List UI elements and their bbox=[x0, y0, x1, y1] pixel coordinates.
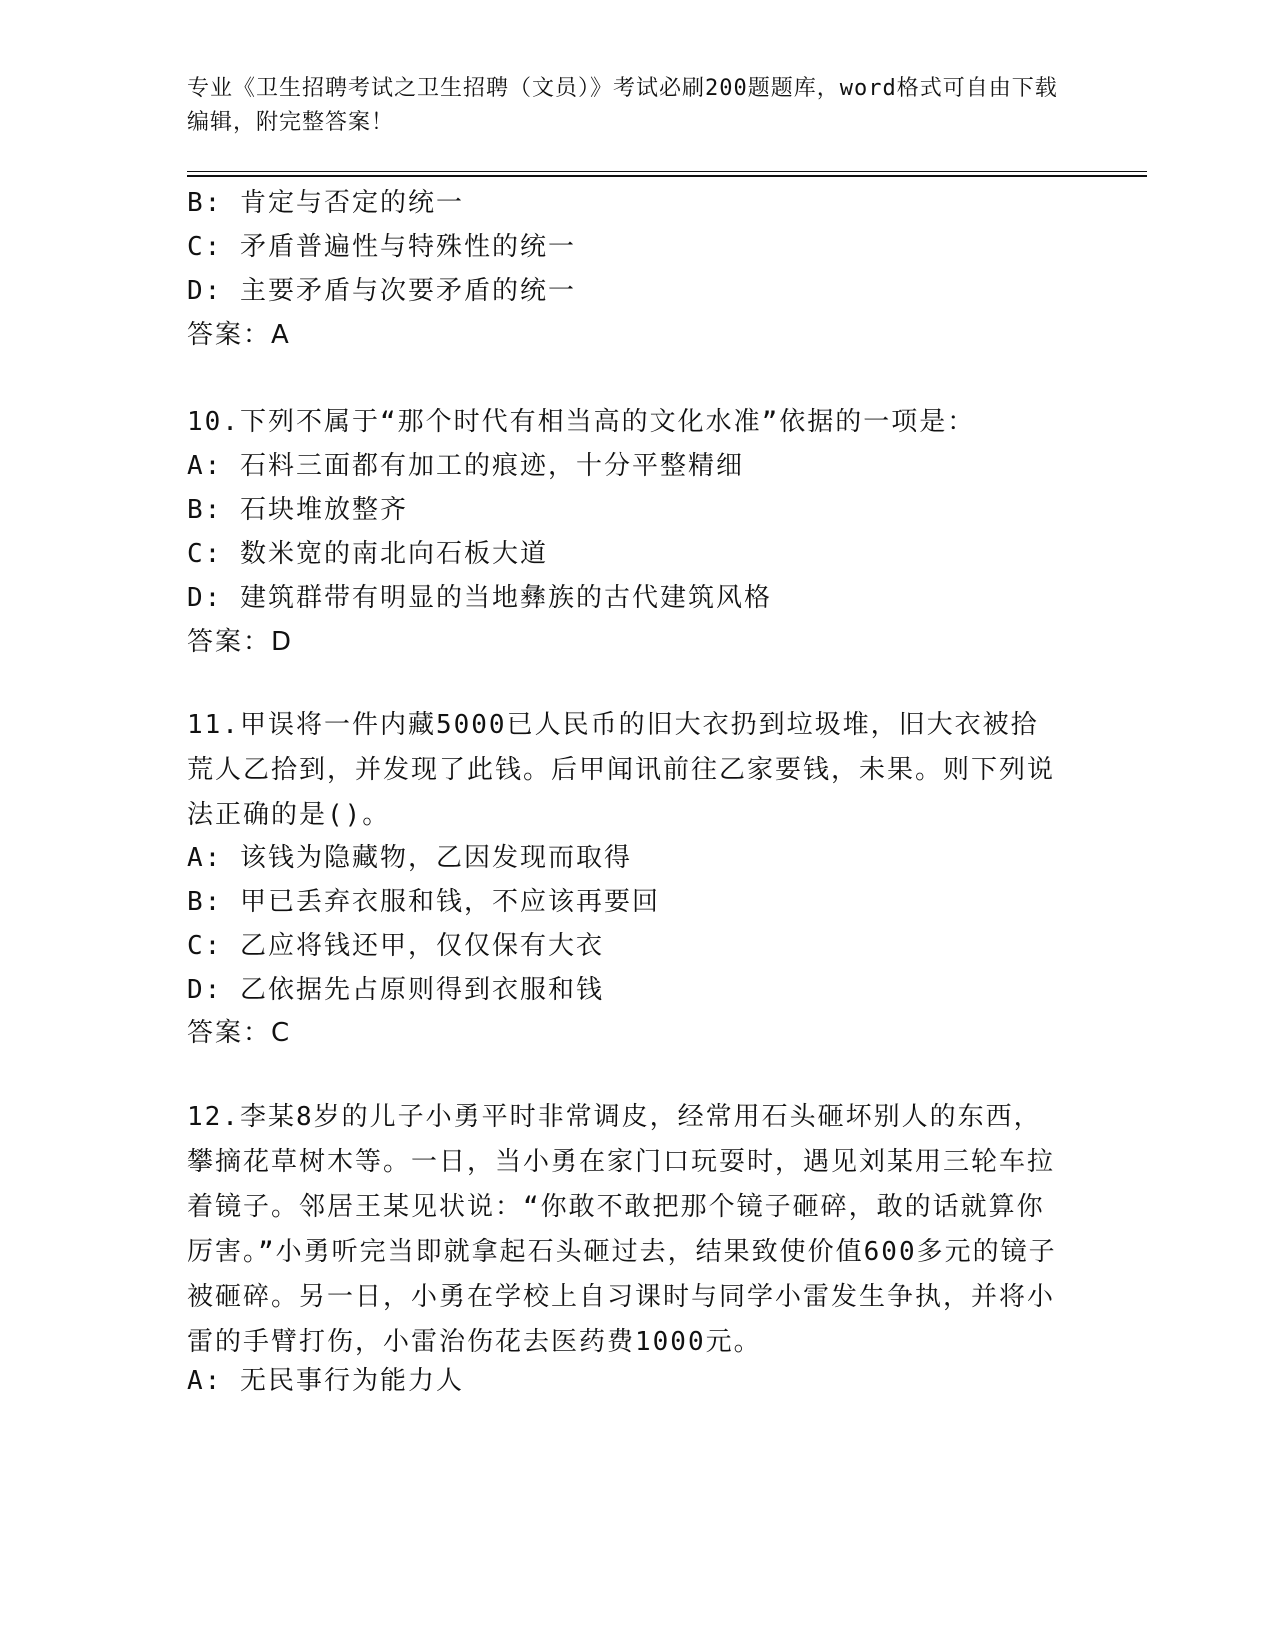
option-a: A: 该钱为隐藏物，乙因发现而取得 bbox=[187, 843, 632, 873]
question-10-stem: 10.下列不属于“那个时代有相当高的文化水准”依据的一项是： bbox=[187, 407, 976, 437]
option-d: D: 建筑群带有明显的当地彝族的古代建筑风格 bbox=[187, 583, 772, 613]
answer-line: 答案：D bbox=[187, 627, 294, 657]
option-b: B: 石块堆放整齐 bbox=[187, 495, 408, 525]
option-a: A: 石料三面都有加工的痕迹，十分平整精细 bbox=[187, 451, 744, 481]
option-c: C: 矛盾普遍性与特殊性的统一 bbox=[187, 232, 576, 262]
document-header: 专业《卫生招聘考试之卫生招聘（文员）》考试必刷200题题库，word格式可自由下载编辑，附完整答案！ bbox=[187, 76, 1058, 135]
question-11-stem: 11.甲误将一件内藏5000已人民币的旧大衣扔到垃圾堆，旧大衣被拾荒人乙拾到，并发现了此钱。后甲闻讯前往乙家要钱，未果。则下列说法正确的是()。 bbox=[187, 710, 1056, 830]
answer-line: 答案：A bbox=[187, 320, 291, 350]
answer-line: 答案：C bbox=[187, 1018, 292, 1048]
option-b: B: 肯定与否定的统一 bbox=[187, 188, 464, 218]
question-12-stem: 12.李某8岁的儿子小勇平时非常调皮，经常用石头砸坏别人的东西，攀摘花草树木等。一日，当小勇在家门口玩耍时，遇见刘某用三轮车拉着镜子。邻居王某见状说：“你敢不敢把那个镜子砸碎，敢的话就算你厉害。”小勇听完当即就拿起石头砸过去，结果致使价值600多元的镜子被砸碎。另一日，小勇在学校上自习课时与同学小雷发生争执，并将小雷的手臂打伤，小雷治伤花去医药费1000元。 bbox=[187, 1102, 1057, 1357]
header-divider-thick bbox=[187, 175, 1147, 177]
option-d: D: 主要矛盾与次要矛盾的统一 bbox=[187, 276, 576, 306]
option-c: C: 乙应将钱还甲，仅仅保有大衣 bbox=[187, 931, 604, 961]
option-c: C: 数米宽的南北向石板大道 bbox=[187, 539, 548, 569]
option-a: A: 无民事行为能力人 bbox=[187, 1366, 464, 1396]
header-divider-thin bbox=[187, 171, 1147, 172]
option-d: D: 乙依据先占原则得到衣服和钱 bbox=[187, 975, 604, 1005]
option-b: B: 甲已丢弃衣服和钱，不应该再要回 bbox=[187, 887, 660, 917]
